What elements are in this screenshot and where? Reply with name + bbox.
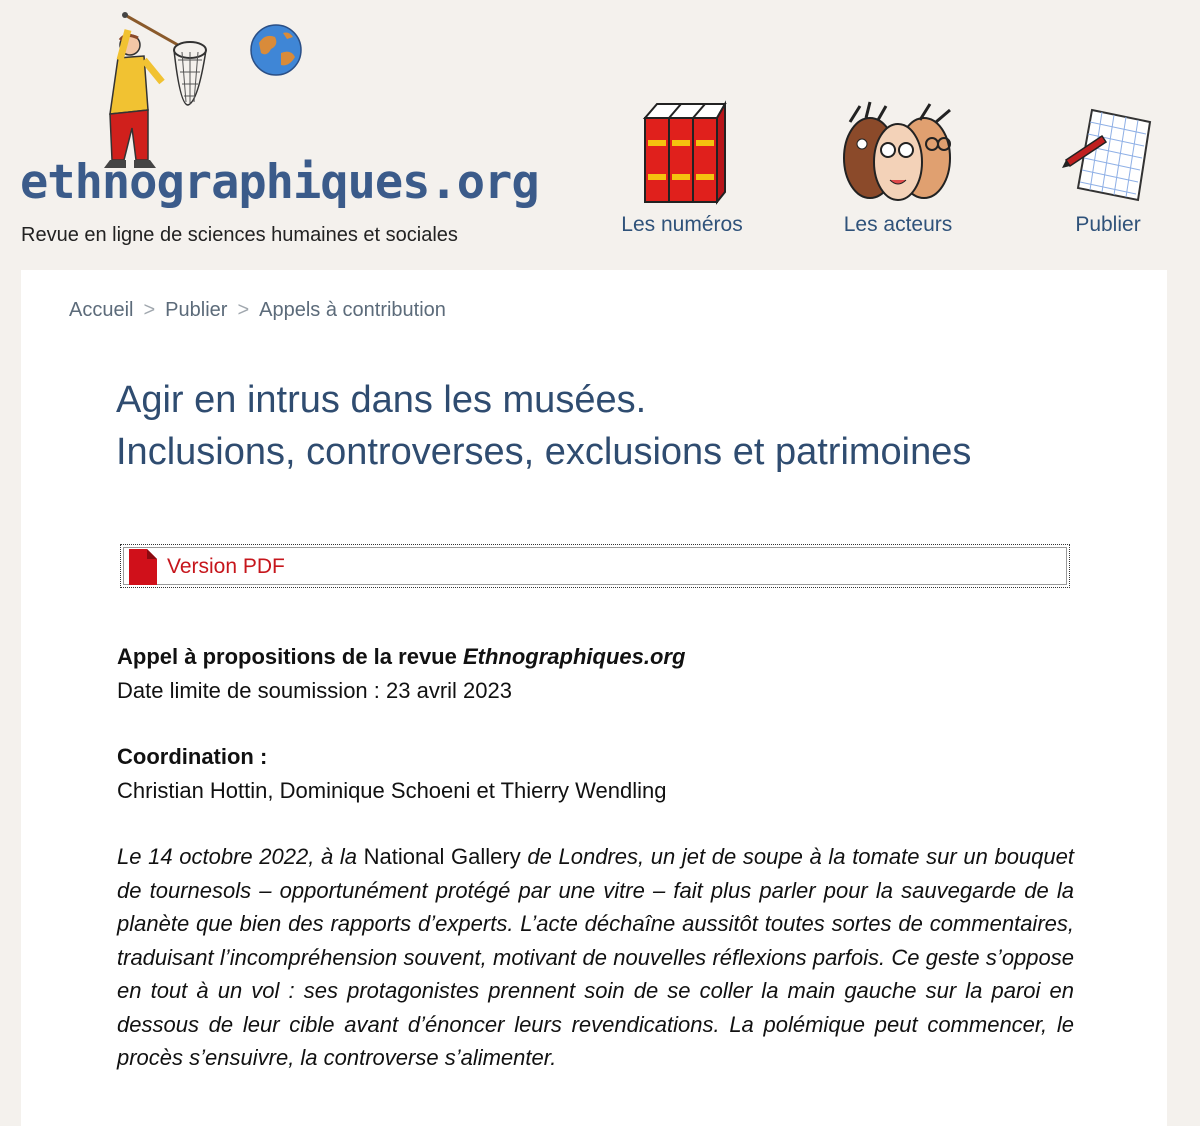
breadcrumb xyxy=(69,297,446,323)
coordinators: Christian Hottin, Dominique Schoeni et Thierry Wendling xyxy=(117,778,667,803)
people-faces-icon xyxy=(836,100,960,206)
breadcrumb-appels[interactable]: Appels à contribution xyxy=(259,299,446,321)
coordination-label: Coordination : xyxy=(117,744,268,769)
journal-name: Ethnographiques.org xyxy=(462,644,686,669)
pdf-download-link[interactable] xyxy=(127,547,285,587)
nav-les-acteurs[interactable] xyxy=(826,100,970,238)
breadcrumb-separator: > xyxy=(143,299,156,321)
pdf-file-icon xyxy=(127,547,159,587)
coordination-info xyxy=(117,740,1077,808)
nav-publier-label: Publier xyxy=(1075,213,1141,236)
call-info xyxy=(117,640,1077,708)
notepad-pen-icon xyxy=(1062,100,1154,206)
page-title-line2: Inclusions, controverses, exclusions et patrimoines xyxy=(116,431,972,473)
intro-text-part1: Le 14 octobre 2022, à la xyxy=(117,844,364,869)
site-header xyxy=(0,0,1200,270)
nav-les-numeros[interactable] xyxy=(606,100,758,238)
call-heading xyxy=(117,640,1077,674)
site-tagline: Revue en ligne de sciences humaines et sociales xyxy=(21,224,458,246)
nav-les-acteurs-label: Les acteurs xyxy=(843,213,953,236)
globe-icon xyxy=(249,23,303,77)
page-title xyxy=(116,374,1116,478)
page-title-line1: Agir en intrus dans les musées. xyxy=(116,379,647,421)
call-heading-prefix: Appel à propositions de la revue xyxy=(117,644,463,669)
pdf-download-box xyxy=(120,544,1070,588)
breadcrumb-separator: > xyxy=(237,299,250,321)
submission-deadline: Date limite de soumission : 23 avril 2023 xyxy=(117,678,512,703)
content-card xyxy=(21,270,1167,1126)
nav-les-numeros-label: Les numéros xyxy=(621,213,743,236)
site-name-logo[interactable]: ethnographiques.org xyxy=(20,155,539,210)
breadcrumb-accueil[interactable]: Accueil xyxy=(69,299,134,321)
breadcrumb-publier[interactable]: Publier xyxy=(165,299,228,321)
pdf-download-label: Version PDF xyxy=(167,555,285,578)
books-icon xyxy=(637,100,727,206)
intro-paragraph xyxy=(117,840,1074,1075)
nav-publier[interactable] xyxy=(1050,100,1166,238)
intro-text-part3: de Londres, un jet de soupe à la tomate sur un bouquet de tournesols – opportunément protégé par une vitre – fait plus parler pour la sauvegarde de la planète que bien des rapports d’experts. L’acte déchaîne aussitôt toutes sortes de commentaires, traduisant l’incompréhension souvent, motivant de nouvelles réflexions parfois. Ce geste s’oppose en tout à un vol : ses protagonistes prennent soin de se coller la main gauche sur la paroi en dessous de leur cible avant d’énoncer leurs revendications. La polémique peut commencer, le procès s’ensuivre, la controverse s’alimenter. xyxy=(117,844,1074,1070)
intro-text-gallery: National Gallery xyxy=(363,844,521,869)
butterfly-catcher-logo-icon[interactable] xyxy=(70,10,220,175)
